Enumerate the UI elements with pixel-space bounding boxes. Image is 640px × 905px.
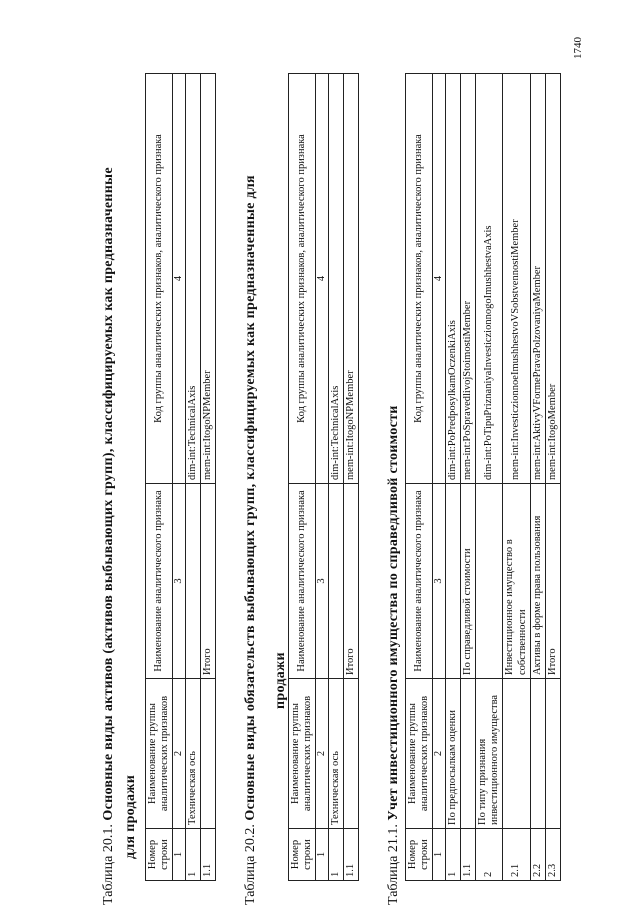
table-index-row <box>433 74 446 881</box>
table-20-2-caption-cont <box>272 652 290 709</box>
caption-title: Основные виды обязательств выбывающих групп, классифицируемых как предназначенные для <box>243 175 258 821</box>
header-cell: Наименование аналитического признака <box>406 484 433 679</box>
row-group: По предпосылкам оценки <box>446 679 461 829</box>
index-cell: 3 <box>316 484 329 679</box>
row-number: 1.1 <box>344 829 359 881</box>
row-group <box>503 679 530 829</box>
header-cell: Код группы аналитических признаков, аналитического признака <box>146 74 173 484</box>
header-cell: Номер строки <box>289 829 316 881</box>
table-20-2 <box>288 73 359 881</box>
row-number: 2.1 <box>503 829 530 881</box>
row-number: 2.3 <box>545 829 560 881</box>
row-number: 1.1 <box>201 829 216 881</box>
table-row <box>461 74 476 881</box>
index-cell: 3 <box>433 484 446 679</box>
row-number: 1 <box>446 829 461 881</box>
caption-prefix: Таблица 21.1. <box>386 824 401 905</box>
row-code: mem-int:ItogoMember <box>545 74 560 484</box>
row-group <box>201 679 216 829</box>
row-code: mem-int:PoSpravedlivojStoimostiMember <box>461 74 476 484</box>
page-number: 1740 <box>572 37 584 59</box>
index-cell: 4 <box>433 74 446 484</box>
header-cell: Наименование аналитического признака <box>146 484 173 679</box>
row-code: mem-int:InvesticzionnoeImushhestvoVSobstvennostiMember <box>503 74 530 484</box>
table-row <box>344 74 359 881</box>
row-code: mem-int:ItogoNPMember <box>201 74 216 484</box>
header-cell: Наименование группы аналитических признаков <box>289 679 316 829</box>
index-cell: 4 <box>316 74 329 484</box>
table-row <box>545 74 560 881</box>
table-20-2-caption <box>242 175 260 905</box>
row-group <box>545 679 560 829</box>
row-code: dim-int:TechnicalAxis <box>186 74 201 484</box>
header-cell: Наименование группы аналитических признаков <box>406 679 433 829</box>
row-group: Техническая ось <box>186 679 201 829</box>
row-name: Итого <box>201 484 216 679</box>
row-number: 2.2 <box>530 829 545 881</box>
index-cell: 1 <box>433 829 446 881</box>
header-cell: Код группы аналитических признаков, аналитического признака <box>289 74 316 484</box>
table-row <box>503 74 530 881</box>
row-number: 2 <box>476 829 503 881</box>
caption-title-cont: для продажи <box>123 774 138 859</box>
row-name <box>329 484 344 679</box>
caption-prefix: Таблица 20.1. <box>101 824 116 905</box>
table-20-1-caption-cont <box>122 775 140 859</box>
caption-title-cont: продажи <box>273 652 288 709</box>
index-cell: 1 <box>316 829 329 881</box>
row-group <box>461 679 476 829</box>
table-header-row <box>146 74 173 881</box>
row-group: Техническая ось <box>329 679 344 829</box>
index-cell: 2 <box>173 679 186 829</box>
row-name: Итого <box>545 484 560 679</box>
header-cell: Номер строки <box>146 829 173 881</box>
table-header-row <box>289 74 316 881</box>
row-name: По справедливой стоимости <box>461 484 476 679</box>
index-cell: 4 <box>173 74 186 484</box>
row-group <box>344 679 359 829</box>
table-20-1 <box>145 73 216 881</box>
table-index-row <box>316 74 329 881</box>
table-header-row <box>406 74 433 881</box>
row-group <box>530 679 545 829</box>
table-21-1 <box>405 73 561 881</box>
row-name: Итого <box>344 484 359 679</box>
row-name: Инвестиционное имущество в собственности <box>503 484 530 679</box>
table-row <box>530 74 545 881</box>
row-name <box>186 484 201 679</box>
row-number: 1.1 <box>461 829 476 881</box>
caption-title: Основные виды активов (активов выбывающих групп), классифицируемых как предназначенные <box>101 167 116 821</box>
table-21-1-caption <box>385 405 403 905</box>
row-group: По типу признания инвестиционного имущества <box>476 679 503 829</box>
index-cell: 2 <box>316 679 329 829</box>
row-code: dim-int:PoPredposylkamOczenkiAxis <box>446 74 461 484</box>
header-cell: Наименование аналитического признака <box>289 484 316 679</box>
row-number: 1 <box>329 829 344 881</box>
row-code: mem-int:ItogoNPMember <box>344 74 359 484</box>
header-cell: Номер строки <box>406 829 433 881</box>
table-row <box>329 74 344 881</box>
row-code: dim-int:TechnicalAxis <box>329 74 344 484</box>
row-number: 1 <box>186 829 201 881</box>
row-name: Активы в форме права пользования <box>530 484 545 679</box>
table-index-row <box>173 74 186 881</box>
row-name <box>446 484 461 679</box>
header-cell: Наименование группы аналитических признаков <box>146 679 173 829</box>
index-cell: 2 <box>433 679 446 829</box>
header-cell: Код группы аналитических признаков, аналитического признака <box>406 74 433 484</box>
index-cell: 3 <box>173 484 186 679</box>
table-row <box>186 74 201 881</box>
row-code: mem-int:AktivyVFormePravaPolzovaniyaMember <box>530 74 545 484</box>
table-row <box>201 74 216 881</box>
table-20-1-caption <box>100 167 118 905</box>
index-cell: 1 <box>173 829 186 881</box>
row-code: dim-int:PoTipuPriznaniyaInvesticzionnogoImushhestvaAxis <box>476 74 503 484</box>
caption-prefix: Таблица 20.2. <box>243 824 258 905</box>
row-name <box>476 484 503 679</box>
table-row <box>446 74 461 881</box>
table-row <box>476 74 503 881</box>
caption-title: Учет инвестиционного имущества по справедливой стоимости <box>386 405 401 821</box>
